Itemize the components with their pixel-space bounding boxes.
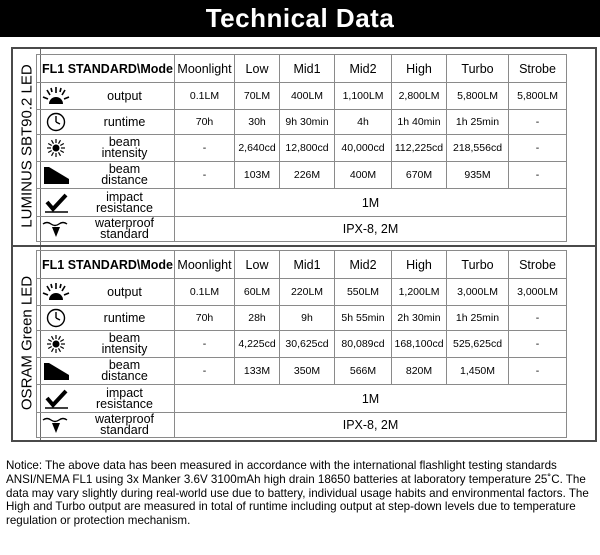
value-cell: 1,200LM bbox=[392, 279, 447, 306]
value-cell: 28h bbox=[235, 306, 280, 331]
row-label-line: distance bbox=[101, 173, 148, 187]
value-cell: 4h bbox=[335, 110, 392, 135]
value-cell: - bbox=[509, 135, 567, 162]
brightness-icon bbox=[37, 86, 75, 106]
mode-header-low: Low bbox=[235, 55, 280, 83]
clock-icon bbox=[37, 112, 75, 132]
led-label-luminus: LUMINUS SBT90.2 LED bbox=[18, 64, 36, 228]
row-label-line: beam bbox=[108, 135, 141, 149]
value-cell: 2,640cd bbox=[235, 135, 280, 162]
value-cell: 133M bbox=[235, 358, 280, 385]
mode-header-turbo: Turbo bbox=[447, 251, 509, 279]
value-cell: 112,225cd bbox=[392, 135, 447, 162]
value-cell: 30h bbox=[235, 110, 280, 135]
mode-header-mid2: Mid2 bbox=[335, 251, 392, 279]
value-cell: 1,100LM bbox=[335, 83, 392, 110]
row-label-runtime bbox=[37, 110, 175, 135]
value-cell: - bbox=[509, 306, 567, 331]
value-cell: 5,800LM bbox=[509, 83, 567, 110]
table-row-beam-intensity bbox=[37, 135, 567, 162]
row-label-output bbox=[37, 83, 175, 110]
row-label-beam-distance bbox=[37, 162, 175, 189]
value-cell: - bbox=[509, 358, 567, 385]
mode-header-turbo: Turbo bbox=[447, 55, 509, 83]
row-label-impact-resistance bbox=[37, 189, 175, 217]
row-label-line: resistance bbox=[96, 200, 153, 215]
value-cell: 550LM bbox=[335, 279, 392, 306]
value-cell: 0.1LM bbox=[175, 279, 235, 306]
mode-header-strobe: Strobe bbox=[509, 55, 567, 83]
value-cell: 350M bbox=[280, 358, 335, 385]
page-title: Technical Data bbox=[0, 0, 600, 37]
impact-resistance-icon bbox=[37, 193, 75, 213]
value-cell: 1h 25min bbox=[447, 110, 509, 135]
row-label-line: beam bbox=[108, 358, 141, 372]
table-row-beam-distance bbox=[37, 162, 567, 189]
value-cell: 5h 55min bbox=[335, 306, 392, 331]
mode-header-label: FL1 STANDARD\Mode bbox=[37, 55, 175, 83]
value-cell: 820M bbox=[392, 358, 447, 385]
value-cell: 2,800LM bbox=[392, 83, 447, 110]
value-cell: 400LM bbox=[280, 83, 335, 110]
mode-header-low: Low bbox=[235, 251, 280, 279]
value-cell: 103M bbox=[235, 162, 280, 189]
row-label-impact-resistance bbox=[37, 385, 175, 413]
value-cell: 3,000LM bbox=[447, 279, 509, 306]
value-cell: 566M bbox=[335, 358, 392, 385]
value-cell: - bbox=[175, 358, 235, 385]
notice-text: Notice: The above data has been measured in accordance with the international flashlight testing standards ANSI/NEMA FL1 using 3x Manker 3.6V 3100mAh high drain 18650 batteries at laboratory temperature 25˚C. The data may vary slightly during real-world use due to battery, individual usage habits and environmental factors. The High and Turbo output are measured in total of runtime including output at step-down levels due to temperature regulation or protection mechanism. bbox=[6, 459, 589, 528]
row-label-line: standard bbox=[100, 423, 149, 437]
value-cell: - bbox=[509, 162, 567, 189]
value-cell: 9h 30min bbox=[280, 110, 335, 135]
value-cell: - bbox=[509, 331, 567, 358]
row-label-line: waterproof bbox=[94, 216, 155, 230]
clock-icon bbox=[37, 308, 75, 328]
table-row-beam-distance bbox=[37, 358, 567, 385]
row-label-waterproof-standard bbox=[37, 217, 175, 242]
value-cell: 60LM bbox=[235, 279, 280, 306]
mode-header-mid2: Mid2 bbox=[335, 55, 392, 83]
table-row-runtime bbox=[37, 306, 567, 331]
value-cell: 1h 25min bbox=[447, 306, 509, 331]
value-cell: 80,089cd bbox=[335, 331, 392, 358]
table-row-waterproof-standard bbox=[37, 413, 567, 438]
value-cell: 1h 40min bbox=[392, 110, 447, 135]
beam-intensity-icon bbox=[37, 334, 75, 354]
row-label-text: output bbox=[107, 284, 142, 299]
value-cell: 70h bbox=[175, 306, 235, 331]
spec-table-osram bbox=[36, 250, 567, 438]
table-row-runtime bbox=[37, 110, 567, 135]
value-cell: 1,450M bbox=[447, 358, 509, 385]
row-label-text: runtime bbox=[103, 310, 146, 325]
mode-header-mid1: Mid1 bbox=[280, 55, 335, 83]
header-row bbox=[37, 55, 567, 83]
row-label-line: waterproof bbox=[94, 412, 155, 426]
beam-intensity-icon bbox=[37, 138, 75, 158]
brightness-icon bbox=[37, 282, 75, 302]
value-cell: 2h 30min bbox=[392, 306, 447, 331]
row-label-line: impact bbox=[106, 189, 143, 204]
waterproof-icon bbox=[37, 219, 75, 239]
value-cell: 525,625cd bbox=[447, 331, 509, 358]
row-label-output bbox=[37, 279, 175, 306]
table-row-beam-intensity bbox=[37, 331, 567, 358]
value-cell: 40,000cd bbox=[335, 135, 392, 162]
led-label-osram: OSRAM Green LED bbox=[18, 275, 36, 411]
mode-header-mid1: Mid1 bbox=[280, 251, 335, 279]
table-row-waterproof-standard bbox=[37, 217, 567, 242]
row-label-line: resistance bbox=[96, 396, 153, 411]
mode-header-high: High bbox=[392, 55, 447, 83]
row-label-beam-intensity bbox=[37, 135, 175, 162]
impact-resistance-icon bbox=[37, 389, 75, 409]
header-row bbox=[37, 251, 567, 279]
row-label-line: impact bbox=[106, 385, 143, 400]
value-cell: 670M bbox=[392, 162, 447, 189]
row-label-waterproof-standard bbox=[37, 413, 175, 438]
value-cell: 0.1LM bbox=[175, 83, 235, 110]
spec-table-luminus bbox=[36, 54, 567, 242]
row-label-beam-distance bbox=[37, 358, 175, 385]
value-cell: 220LM bbox=[280, 279, 335, 306]
value-cell: - bbox=[175, 331, 235, 358]
row-label-line: standard bbox=[100, 227, 149, 241]
value-cell: - bbox=[175, 162, 235, 189]
table-row-impact-resistance bbox=[37, 189, 567, 217]
row-label-line: intensity bbox=[101, 342, 148, 356]
value-cell: 218,556cd bbox=[447, 135, 509, 162]
row-label-line: distance bbox=[101, 369, 148, 383]
table-row-impact-resistance bbox=[37, 385, 567, 413]
row-label-line: beam bbox=[108, 162, 141, 176]
value-cell: 5,800LM bbox=[447, 83, 509, 110]
value-cell: 226M bbox=[280, 162, 335, 189]
mode-header-strobe: Strobe bbox=[509, 251, 567, 279]
row-label-beam-intensity bbox=[37, 331, 175, 358]
value-cell: 9h bbox=[280, 306, 335, 331]
row-label-line: intensity bbox=[101, 146, 148, 160]
waterproof-icon bbox=[37, 415, 75, 435]
mode-header-moonlight: Moonlight bbox=[175, 251, 235, 279]
value-cell: 30,625cd bbox=[280, 331, 335, 358]
value-cell: 400M bbox=[335, 162, 392, 189]
table-row-output bbox=[37, 83, 567, 110]
section-divider bbox=[13, 245, 595, 247]
row-label-runtime bbox=[37, 306, 175, 331]
value-impact-resistance: 1M bbox=[175, 189, 567, 217]
beam-distance-icon bbox=[37, 165, 75, 185]
value-cell: 70LM bbox=[235, 83, 280, 110]
mode-header-high: High bbox=[392, 251, 447, 279]
value-waterproof-standard: IPX-8, 2M bbox=[175, 413, 567, 438]
row-label-line: beam bbox=[108, 331, 141, 345]
value-cell: 4,225cd bbox=[235, 331, 280, 358]
mode-header-label: FL1 STANDARD\Mode bbox=[37, 251, 175, 279]
table-row-output bbox=[37, 279, 567, 306]
row-label-text: output bbox=[107, 88, 142, 103]
value-cell: 168,100cd bbox=[392, 331, 447, 358]
value-cell: - bbox=[509, 110, 567, 135]
beam-distance-icon bbox=[37, 361, 75, 381]
value-cell: 3,000LM bbox=[509, 279, 567, 306]
value-impact-resistance: 1M bbox=[175, 385, 567, 413]
value-cell: - bbox=[175, 135, 235, 162]
value-cell: 12,800cd bbox=[280, 135, 335, 162]
value-waterproof-standard: IPX-8, 2M bbox=[175, 217, 567, 242]
value-cell: 935M bbox=[447, 162, 509, 189]
mode-header-moonlight: Moonlight bbox=[175, 55, 235, 83]
row-label-text: runtime bbox=[103, 114, 146, 129]
value-cell: 70h bbox=[175, 110, 235, 135]
